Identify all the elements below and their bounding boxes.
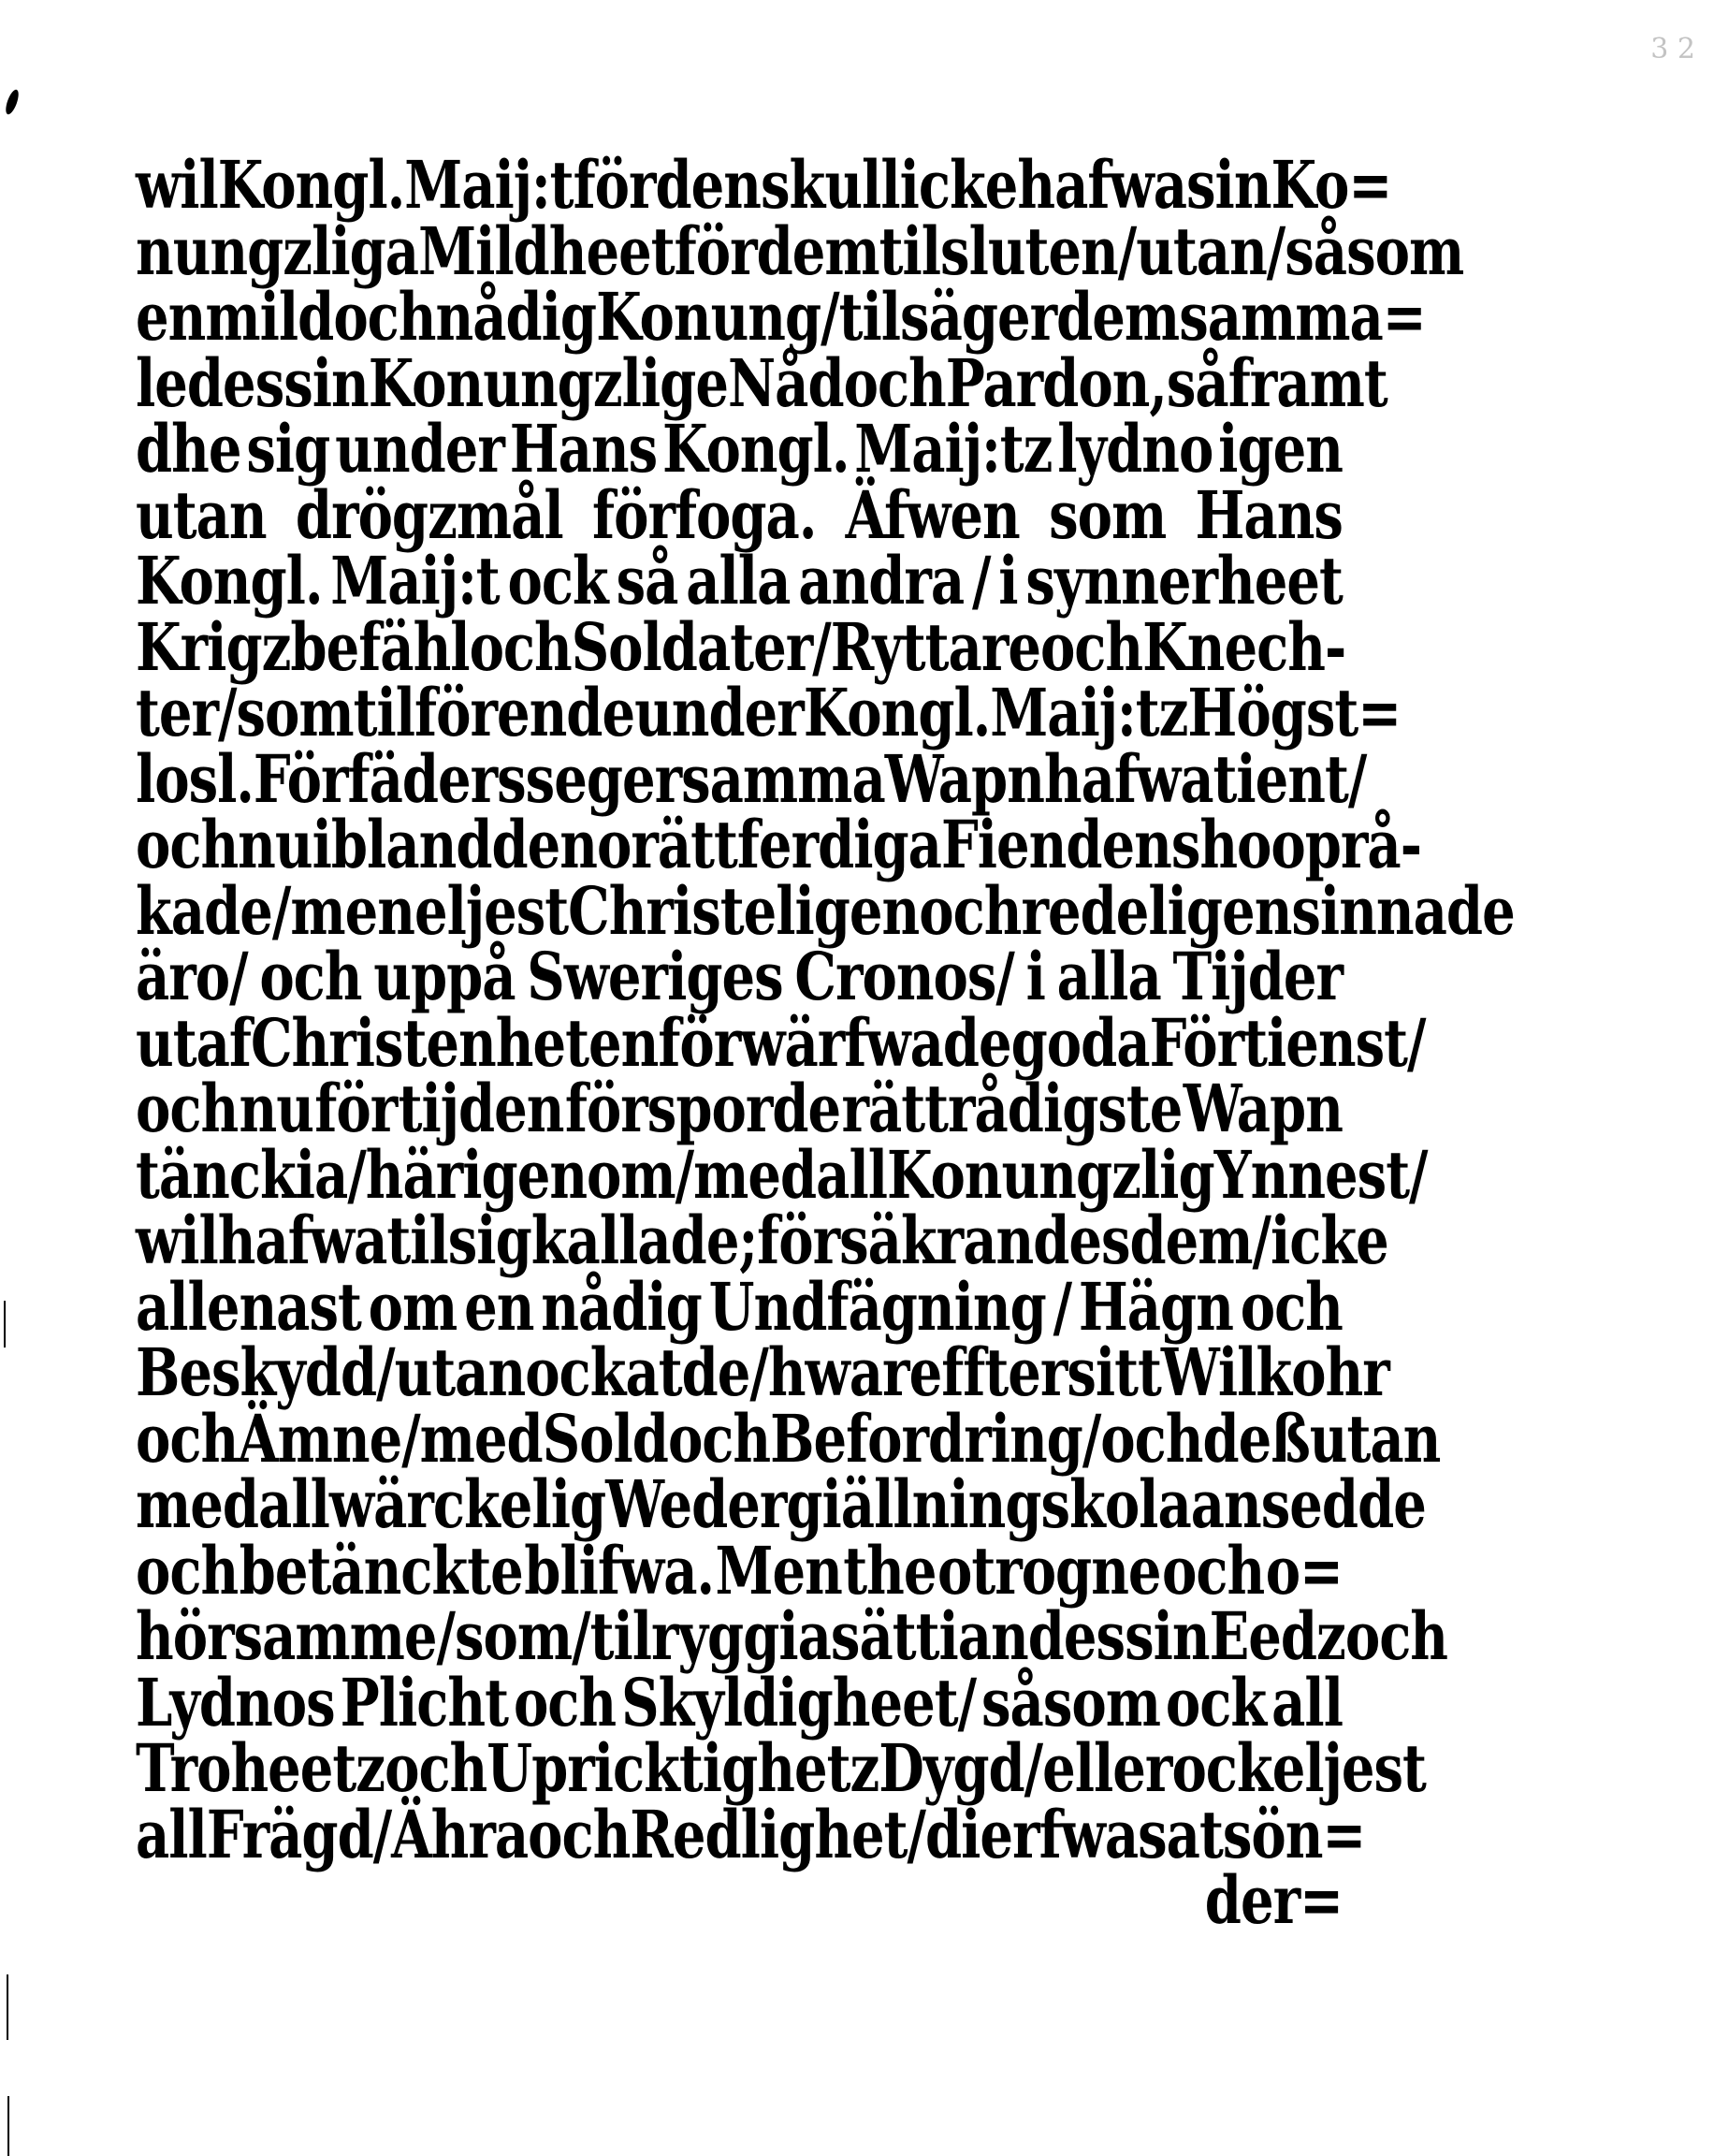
text-line: wil hafwa til sig kallade; försäkrandes dem/ icke [136, 1202, 1388, 1280]
text-line: och Ämne/ med Sold och Befordring/ och deßutan [136, 1400, 1441, 1478]
text-line: och nu ibland den orättferdiga Fiendens hoop rå- [136, 806, 1421, 884]
margin-line [7, 2096, 9, 2156]
ink-blot [4, 88, 22, 116]
text-line: Beskydd/ utan ock at de/ hwar effter sitt Wilkohr [136, 1333, 1389, 1412]
text-line: äro/ och uppå Sweriges Cronos/ i alla Tijder [136, 938, 1343, 1016]
margin-line [4, 1301, 6, 1348]
text-line: allenast om en nådig Undfägning / Hägn och [136, 1268, 1343, 1346]
text-line: och betänckte blifwa. Men the otrogne och o= [136, 1532, 1343, 1610]
text-line: ter/ som tilförende under Kongl. Maij:tz Högst= [136, 674, 1402, 752]
text-line: tänckia/ härigenom / med all Konungzlig Ynnest/ [136, 1136, 1428, 1214]
body-text [136, 146, 1515, 1943]
text-line: Kongl. Maij:t ock så alla andra / i synnerheet [136, 542, 1343, 620]
text-line: ledes sin Konungzlige Nåd och Pardon, så framt [136, 344, 1387, 422]
text-line: Lydnos Plicht och Skyldigheet/ såsom ock all [136, 1664, 1343, 1741]
text-line: all Frägd/ Ähra och Redlighet/ dierfwas at sön= [136, 1796, 1366, 1873]
text-line: kade/ men eljest Christeligen och redeligen sinnade [136, 872, 1515, 950]
text-line: hörsamme/ som/ til ryggia sättiandes sin Eedz och [136, 1597, 1448, 1676]
text-line: Troheetz och Upricktighetz Dygd/ eller ock eljest [136, 1729, 1426, 1808]
text-line: utan drögzmål förfoga. Äfwen som Hans [136, 476, 1343, 554]
catchword: der= [1204, 1861, 1343, 1940]
text-line: dhe sig under Hans Kongl. Maij:tz lydno igen [136, 410, 1343, 488]
page-number: 3 2 [1650, 33, 1695, 66]
text-line: utaf Christenheten förwärfwade goda Förtienst/ [136, 1004, 1426, 1082]
text-line: nungzliga Mildheet för dem tilsluten/utan/ såsom [136, 212, 1464, 290]
text-line: Krigzbefähl och Soldater / Ryttare och Knech- [136, 608, 1346, 686]
text-line: och nu för tijden försporde rättrådigste Wapn [136, 1070, 1343, 1148]
text-line: med all wärckelig Wedergiällning skola ansedde [136, 1465, 1426, 1544]
margin-line [7, 1974, 8, 2040]
text-line: losl. Förfäders segersamma Wapn hafwa tient/ [136, 740, 1367, 818]
text-line: wil Kongl. Maij:t fördenskull icke hafwa sin Ko= [136, 146, 1392, 225]
text-line: en mild och nådig Konung/ tilsäger dem samma= [136, 278, 1426, 357]
